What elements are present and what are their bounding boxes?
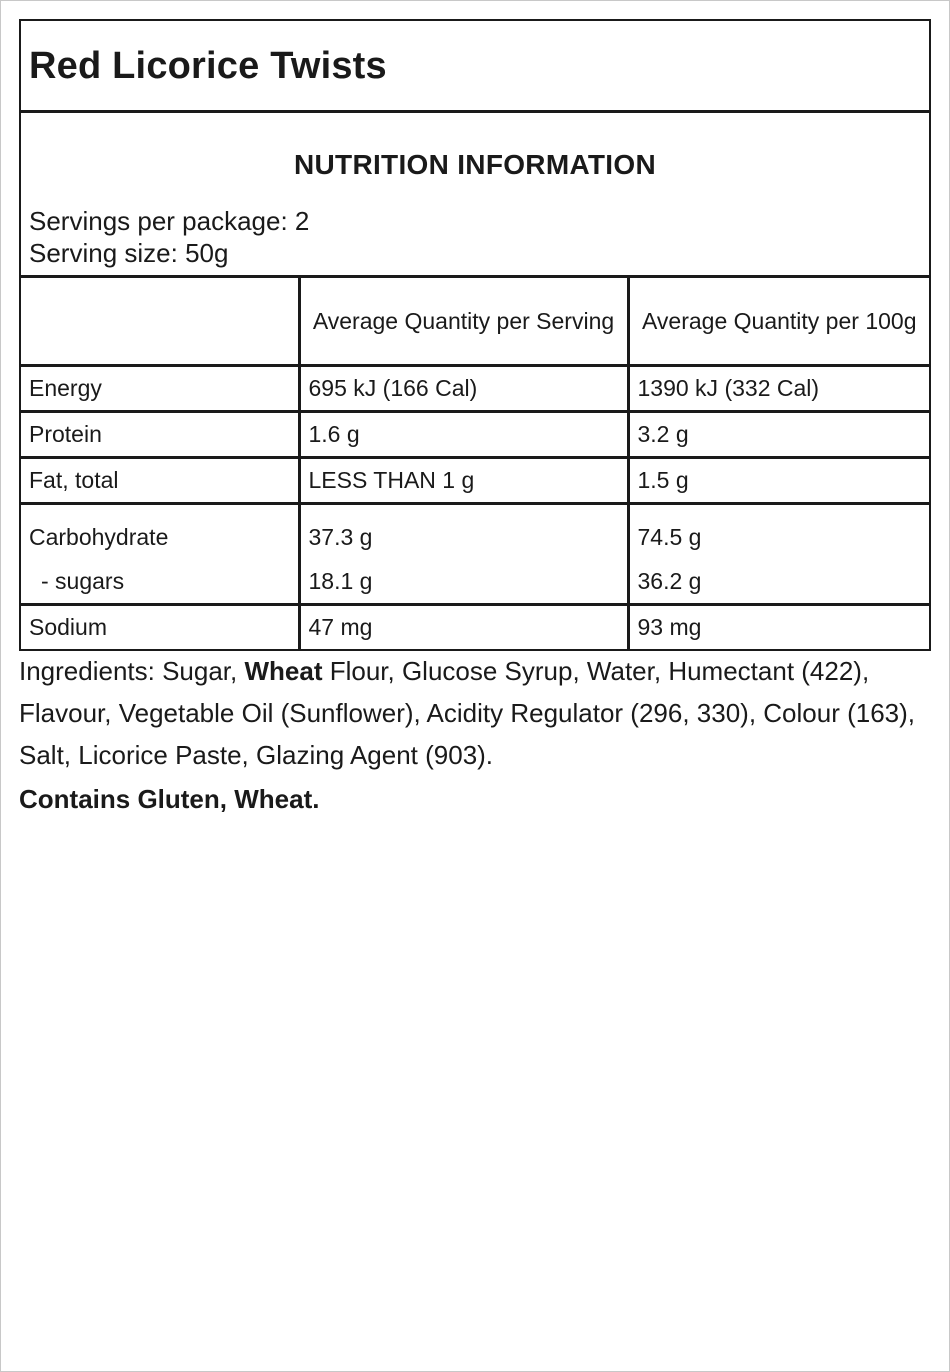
sub-value-per-100g: 36.2 g bbox=[637, 568, 702, 594]
nutrient-name: Carbohydrate bbox=[29, 524, 169, 550]
serving-size: Serving size: 50g bbox=[29, 238, 229, 268]
nutrition-header bbox=[21, 113, 929, 278]
table-row bbox=[21, 412, 929, 458]
nutrition-panel bbox=[19, 19, 931, 651]
value-per-100g: 93 mg bbox=[637, 614, 702, 640]
table-row bbox=[21, 458, 929, 504]
ingredients-allergen-highlight: Wheat bbox=[244, 656, 323, 686]
sub-nutrient-name: - sugars bbox=[41, 568, 125, 594]
value-per-serving: 37.3 g bbox=[308, 524, 373, 550]
table-row bbox=[21, 605, 929, 650]
servings-per-package: Servings per package: 2 bbox=[29, 206, 310, 236]
nutrient-name: Sodium bbox=[21, 605, 299, 650]
sub-value-per-serving: 18.1 g bbox=[308, 568, 373, 594]
header-nutrient bbox=[21, 278, 299, 366]
nutrient-name: Fat, total bbox=[21, 458, 299, 504]
allergen-statement: Contains Gluten, Wheat. bbox=[19, 784, 320, 814]
value-per-100g: 3.2 g bbox=[628, 412, 929, 458]
servings-info bbox=[29, 205, 309, 269]
header-per-100g: Average Quantity per 100g bbox=[628, 278, 929, 366]
nutrient-name: Energy bbox=[21, 366, 299, 412]
ingredients-prefix: Ingredients: Sugar, bbox=[19, 656, 245, 686]
nutrient-name: Protein bbox=[21, 412, 299, 458]
table-row bbox=[21, 366, 929, 412]
nutrition-table bbox=[21, 278, 929, 649]
value-per-100g-cell bbox=[628, 504, 929, 605]
table-header-row bbox=[21, 278, 929, 366]
value-per-100g: 74.5 g bbox=[637, 524, 702, 550]
value-per-100g: 1390 kJ (332 Cal) bbox=[628, 366, 929, 412]
ingredients-text bbox=[19, 650, 935, 776]
value-per-serving: 47 mg bbox=[299, 605, 628, 650]
table-row bbox=[21, 504, 929, 605]
nutrient-name-cell bbox=[21, 504, 299, 605]
product-title: Red Licorice Twists bbox=[21, 21, 929, 113]
nutrition-heading: NUTRITION INFORMATION bbox=[294, 149, 656, 180]
value-per-serving: LESS THAN 1 g bbox=[299, 458, 628, 504]
header-per-serving: Average Quantity per Serving bbox=[299, 278, 628, 366]
value-per-serving: 1.6 g bbox=[299, 412, 628, 458]
ingredients-rest: Flour, Glucose Syrup, Water, Humectant (422), Flavour, Vegetable Oil (Sunflower), Acidity Regulator (296, 330), Colour (163), Salt, Licorice Paste, Glazing Agent (903). bbox=[19, 656, 916, 770]
value-per-serving: 695 kJ (166 Cal) bbox=[299, 366, 628, 412]
value-per-100g: 1.5 g bbox=[628, 458, 929, 504]
value-per-serving-cell bbox=[299, 504, 628, 605]
